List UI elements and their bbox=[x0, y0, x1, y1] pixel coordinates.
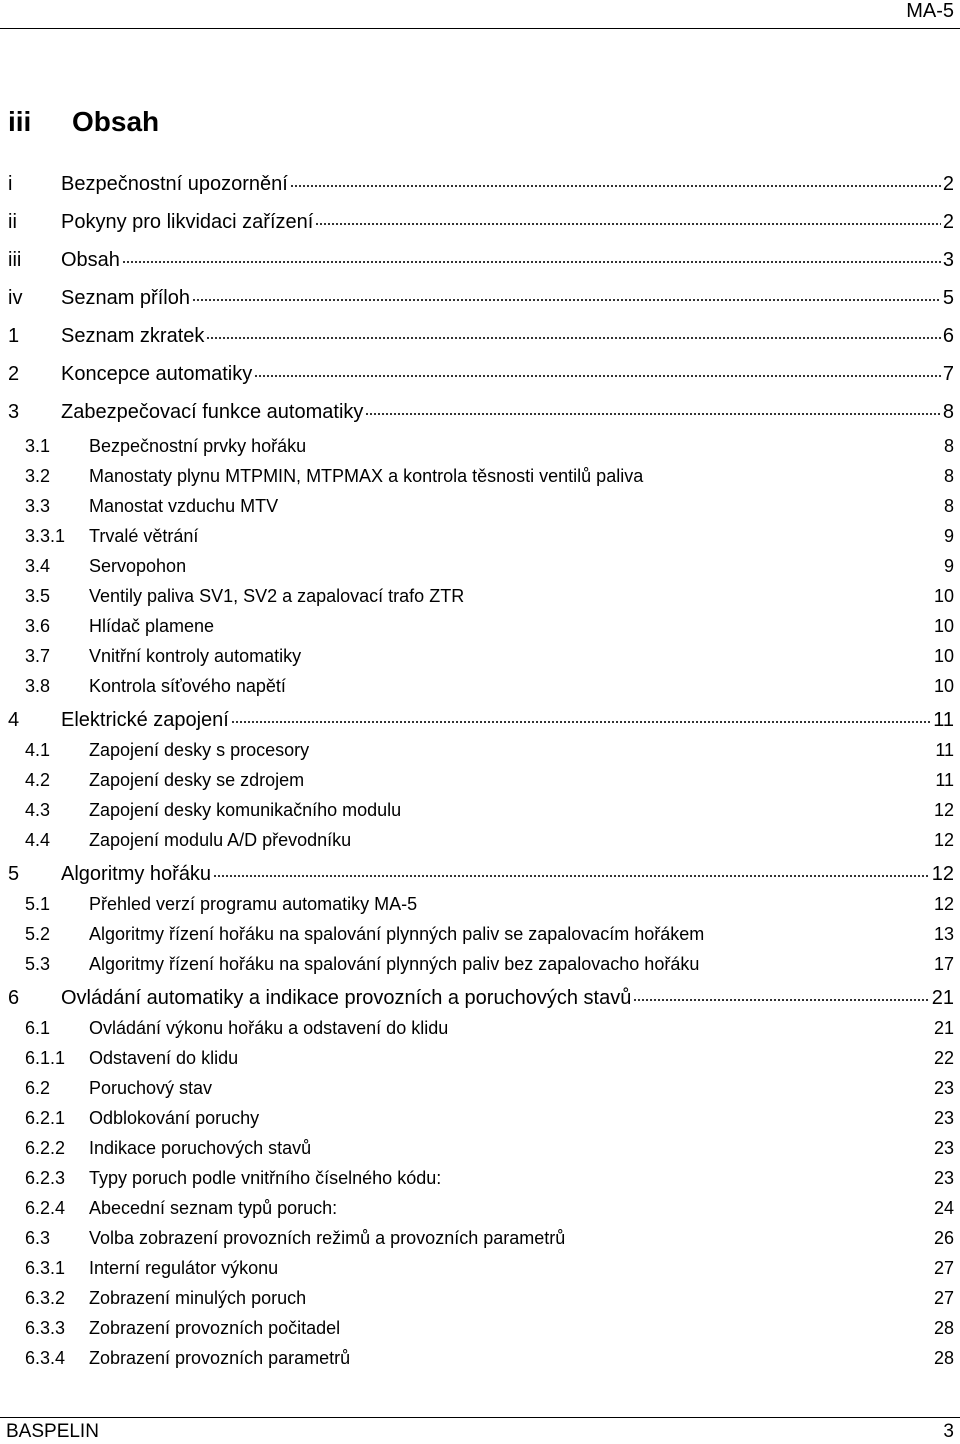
toc-entry-title: Zapojení desky se zdrojem bbox=[89, 770, 305, 790]
toc-dot-leader bbox=[365, 398, 940, 418]
toc-entry-page: 21 bbox=[933, 1018, 954, 1038]
toc-entry-number: 6.3.4 bbox=[25, 1348, 66, 1368]
header-rule bbox=[0, 28, 960, 29]
toc-entry[interactable] bbox=[8, 1318, 954, 1348]
toc-entry[interactable] bbox=[8, 360, 954, 398]
toc-entry-page: 27 bbox=[933, 1258, 954, 1278]
toc-entry-title: Kontrola síťového napětí bbox=[89, 676, 286, 696]
toc-dot-leader bbox=[192, 284, 941, 304]
toc-entry-number: ii bbox=[8, 211, 17, 233]
toc-entry-page: 3 bbox=[942, 249, 954, 271]
toc-entry-page: 23 bbox=[933, 1138, 954, 1158]
toc-entry-number: 6.3 bbox=[25, 1228, 51, 1248]
toc-entry-title: Zobrazení provozních počitadel bbox=[89, 1318, 341, 1338]
toc-dot-leader bbox=[633, 984, 929, 1004]
toc-entry-page: 28 bbox=[933, 1318, 954, 1338]
page-title-text: Obsah bbox=[72, 106, 160, 137]
toc-entry-title: Zobrazení minulých poruch bbox=[89, 1288, 307, 1308]
toc-entry-number: 4 bbox=[8, 709, 20, 731]
toc-dot-leader bbox=[206, 322, 940, 342]
toc-entry-page: 9 bbox=[943, 556, 954, 576]
toc-entry[interactable] bbox=[8, 398, 954, 436]
toc-entry-page: 10 bbox=[933, 676, 954, 696]
toc-entry[interactable] bbox=[8, 436, 954, 466]
toc-entry-page: 24 bbox=[933, 1198, 954, 1218]
toc-entry-number: 6.3.1 bbox=[25, 1258, 66, 1278]
toc-entry-title: Bezpečnostní upozornění bbox=[61, 173, 288, 195]
toc-entry[interactable] bbox=[8, 1078, 954, 1108]
toc-entry-title: Algoritmy řízení hořáku na spalování plynných paliv se zapalovacím hořákem bbox=[89, 924, 705, 944]
toc-entry[interactable] bbox=[8, 616, 954, 646]
toc-entry-title: Manostat vzduchu MTV bbox=[89, 496, 279, 516]
toc-dot-leader bbox=[122, 246, 941, 266]
toc-entry-number: 5.2 bbox=[25, 924, 51, 944]
toc-entry-page: 23 bbox=[933, 1078, 954, 1098]
toc-entry-number: 6.2.3 bbox=[25, 1168, 66, 1188]
toc-entry-page: 12 bbox=[933, 830, 954, 850]
toc-dot-leader bbox=[231, 706, 931, 726]
toc-entry-page: 21 bbox=[931, 987, 954, 1009]
toc-entry-number: 6.1 bbox=[25, 1018, 51, 1038]
toc-entry-page: 10 bbox=[933, 586, 954, 606]
toc-entry[interactable] bbox=[8, 894, 954, 924]
toc-entry-title: Typy poruch podle vnitřního číselného kódu: bbox=[89, 1168, 442, 1188]
toc-entry-page: 11 bbox=[933, 709, 954, 731]
toc-entry-number: 3.1 bbox=[25, 436, 51, 456]
toc-entry-page: 2 bbox=[942, 173, 954, 195]
toc-entry-page: 2 bbox=[942, 211, 954, 233]
toc-entry[interactable] bbox=[8, 1348, 954, 1378]
toc-entry-page: 23 bbox=[933, 1108, 954, 1128]
toc-entry[interactable] bbox=[8, 556, 954, 586]
toc-entry-number: 4.4 bbox=[25, 830, 51, 850]
toc-entry[interactable] bbox=[8, 1258, 954, 1288]
toc-entry-number: 3 bbox=[8, 401, 20, 423]
toc-entry-number: 3.5 bbox=[25, 586, 51, 606]
toc-entry-number: 3.6 bbox=[25, 616, 51, 636]
toc-entry-number: 4.3 bbox=[25, 800, 51, 820]
toc-entry-page: 28 bbox=[933, 1348, 954, 1368]
toc-entry-page: 17 bbox=[933, 954, 954, 974]
toc-entry-page: 27 bbox=[933, 1288, 954, 1308]
page-title bbox=[8, 106, 159, 138]
toc-entry-title: Zapojení desky s procesory bbox=[89, 740, 310, 760]
toc-entry-page: 10 bbox=[933, 646, 954, 666]
table-of-contents bbox=[8, 170, 954, 1378]
toc-entry-title: Elektrické zapojení bbox=[61, 709, 229, 731]
toc-entry-title: Obsah bbox=[61, 249, 120, 271]
toc-entry-number: 6.2 bbox=[25, 1078, 51, 1098]
toc-entry-title: Odstavení do klidu bbox=[89, 1048, 239, 1068]
page-title-number: iii bbox=[8, 106, 32, 137]
toc-entry[interactable] bbox=[8, 770, 954, 800]
toc-entry-title: Algoritmy hořáku bbox=[61, 863, 212, 885]
toc-entry-page: 12 bbox=[933, 894, 954, 914]
toc-entry[interactable] bbox=[8, 1048, 954, 1078]
toc-entry-number: iv bbox=[8, 287, 23, 309]
toc-entry-number: 3.4 bbox=[25, 556, 51, 576]
toc-entry-title: Vnitřní kontroly automatiky bbox=[89, 646, 302, 666]
toc-entry[interactable] bbox=[8, 586, 954, 616]
toc-entry-number: 4.2 bbox=[25, 770, 51, 790]
toc-entry-page: 11 bbox=[935, 770, 954, 790]
toc-entry[interactable] bbox=[8, 526, 954, 556]
toc-entry-page: 7 bbox=[942, 363, 954, 385]
toc-entry[interactable] bbox=[8, 954, 954, 984]
toc-entry[interactable] bbox=[8, 646, 954, 676]
footer-company: BASPELIN bbox=[6, 1421, 99, 1442]
toc-entry-number: 6.3.2 bbox=[25, 1288, 66, 1308]
toc-entry-number: 3.7 bbox=[25, 646, 51, 666]
footer-rule bbox=[0, 1417, 960, 1418]
toc-entry-number: i bbox=[8, 173, 13, 195]
toc-entry-title: Abecední seznam typů poruch: bbox=[89, 1198, 338, 1218]
toc-entry[interactable] bbox=[8, 676, 954, 706]
toc-entry-title: Zapojení modulu A/D převodníku bbox=[89, 830, 352, 850]
toc-dot-leader bbox=[290, 170, 941, 190]
toc-entry-title: Přehled verzí programu automatiky MA-5 bbox=[89, 894, 418, 914]
toc-entry[interactable] bbox=[8, 170, 954, 208]
toc-entry-title: Zapojení desky komunikačního modulu bbox=[89, 800, 402, 820]
toc-entry[interactable] bbox=[8, 1168, 954, 1198]
toc-entry-page: 10 bbox=[933, 616, 954, 636]
toc-entry-number: 5 bbox=[8, 863, 20, 885]
toc-entry-title: Indikace poruchových stavů bbox=[89, 1138, 312, 1158]
toc-entry-title: Hlídač plamene bbox=[89, 616, 215, 636]
toc-entry-page: 26 bbox=[933, 1228, 954, 1248]
toc-entry-page: 9 bbox=[943, 526, 954, 546]
toc-entry-title: Servopohon bbox=[89, 556, 187, 576]
toc-entry-page: 11 bbox=[935, 740, 954, 760]
toc-entry-page: 8 bbox=[943, 496, 954, 516]
toc-entry-number: 5.1 bbox=[25, 894, 51, 914]
toc-entry[interactable] bbox=[8, 284, 954, 322]
toc-dot-leader bbox=[254, 360, 941, 380]
toc-entry-number: 6.2.2 bbox=[25, 1138, 66, 1158]
toc-entry-title: Odblokování poruchy bbox=[89, 1108, 260, 1128]
toc-entry[interactable] bbox=[8, 1228, 954, 1258]
toc-entry-page: 6 bbox=[942, 325, 954, 347]
toc-entry-page: 12 bbox=[933, 800, 954, 820]
toc-entry[interactable] bbox=[8, 496, 954, 526]
toc-entry-number: 3.3.1 bbox=[25, 526, 66, 546]
toc-entry-title: Zobrazení provozních parametrů bbox=[89, 1348, 351, 1368]
toc-entry-number: 6.3.3 bbox=[25, 1318, 66, 1338]
toc-entry[interactable] bbox=[8, 800, 954, 830]
toc-entry-title: Ovládání automatiky a indikace provozních a poruchových stavů bbox=[61, 987, 632, 1009]
toc-entry-page: 22 bbox=[933, 1048, 954, 1068]
toc-entry-number: 3.2 bbox=[25, 466, 51, 486]
toc-entry[interactable] bbox=[8, 1018, 954, 1048]
toc-entry[interactable] bbox=[8, 1198, 954, 1228]
toc-entry[interactable] bbox=[8, 706, 954, 740]
toc-entry[interactable] bbox=[8, 740, 954, 770]
toc-dot-leader bbox=[213, 860, 930, 880]
toc-entry-title: Volba zobrazení provozních režimů a provozních parametrů bbox=[89, 1228, 566, 1248]
header-document-code: MA-5 bbox=[906, 0, 954, 22]
toc-entry-title: Poruchový stav bbox=[89, 1078, 213, 1098]
toc-entry-title: Manostaty plynu MTPMIN, MTPMAX a kontrola těsnosti ventilů paliva bbox=[89, 466, 644, 486]
toc-entry-title: Interní regulátor výkonu bbox=[89, 1258, 279, 1278]
toc-entry[interactable] bbox=[8, 924, 954, 954]
toc-entry-title: Ventily paliva SV1, SV2 a zapalovací trafo ZTR bbox=[89, 586, 465, 606]
toc-entry[interactable] bbox=[8, 860, 954, 894]
toc-entry[interactable] bbox=[8, 1288, 954, 1318]
toc-entry[interactable] bbox=[8, 466, 954, 496]
toc-entry-title: Koncepce automatiky bbox=[61, 363, 253, 385]
toc-entry-number: 6 bbox=[8, 987, 20, 1009]
toc-entry-number: 6.2.4 bbox=[25, 1198, 66, 1218]
toc-entry-page: 8 bbox=[943, 466, 954, 486]
toc-entry-title: Bezpečnostní prvky hořáku bbox=[89, 436, 307, 456]
toc-entry-title: Algoritmy řízení hořáku na spalování plynných paliv bez zapalovacho hořáku bbox=[89, 954, 700, 974]
toc-entry[interactable] bbox=[8, 1138, 954, 1168]
footer-page-number: 3 bbox=[943, 1421, 954, 1442]
toc-dot-leader bbox=[315, 208, 941, 228]
toc-entry-number: 6.2.1 bbox=[25, 1108, 66, 1128]
toc-entry-number: 2 bbox=[8, 363, 20, 385]
toc-entry-title: Pokyny pro likvidaci zařízení bbox=[61, 211, 314, 233]
toc-entry-page: 23 bbox=[933, 1168, 954, 1188]
toc-entry-number: iii bbox=[8, 249, 22, 271]
toc-entry-number: 5.3 bbox=[25, 954, 51, 974]
toc-entry-page: 8 bbox=[943, 436, 954, 456]
toc-entry[interactable] bbox=[8, 830, 954, 860]
toc-entry-number: 3.3 bbox=[25, 496, 51, 516]
toc-entry-title: Zabezpečovací funkce automatiky bbox=[61, 401, 364, 423]
toc-entry[interactable] bbox=[8, 1108, 954, 1138]
toc-entry-page: 8 bbox=[942, 401, 954, 423]
toc-entry-title: Ovládání výkonu hořáku a odstavení do klidu bbox=[89, 1018, 449, 1038]
toc-entry-number: 4.1 bbox=[25, 740, 51, 760]
toc-entry[interactable] bbox=[8, 208, 954, 246]
toc-entry-page: 12 bbox=[931, 863, 954, 885]
toc-entry[interactable] bbox=[8, 246, 954, 284]
toc-entry-number: 3.8 bbox=[25, 676, 51, 696]
toc-entry-number: 6.1.1 bbox=[25, 1048, 66, 1068]
toc-entry[interactable] bbox=[8, 322, 954, 360]
toc-entry[interactable] bbox=[8, 984, 954, 1018]
toc-entry-title: Seznam příloh bbox=[61, 287, 190, 309]
toc-entry-title: Seznam zkratek bbox=[61, 325, 205, 347]
toc-entry-number: 1 bbox=[8, 325, 20, 347]
toc-entry-page: 5 bbox=[942, 287, 954, 309]
toc-entry-title: Trvalé větrání bbox=[89, 526, 199, 546]
toc-entry-page: 13 bbox=[933, 924, 954, 944]
